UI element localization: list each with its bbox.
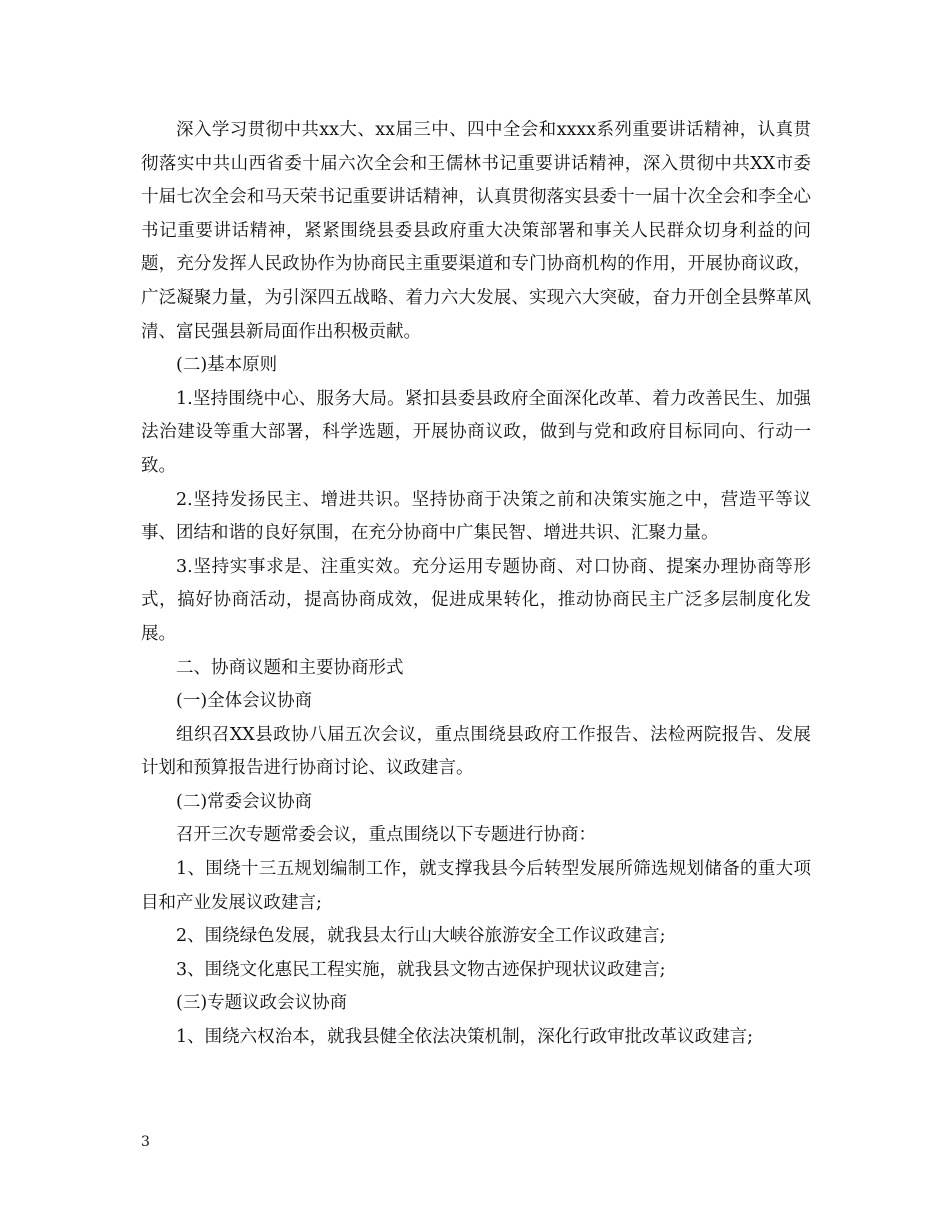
heading-special-topic-consultation: (三)专题议政会议协商 xyxy=(176,993,348,1014)
paragraph-standing-committee-intro: 召开三次专题常委会议，重点围绕以下专题进行协商： xyxy=(176,825,596,846)
principle-item-3: 3.坚持实事求是、注重实效。充分运用专题协商、对口协商、提案办理协商等形式，搞好协商活动，提高协商成效，促进成果转化，推动协商民主广泛多层制度化发展。 xyxy=(141,556,811,644)
principle-item-1: 1.坚持围绕中心、服务大局。紧扣县委县政府全面深化改革、着力改善民生、加强法治建设等重大部署，科学选题，开展协商议政，做到与党和政府目标同向、行动一致。 xyxy=(141,388,811,476)
document-body xyxy=(141,114,811,1055)
page-number: 3 xyxy=(141,1134,150,1150)
heading-plenary-consultation: (一)全体会议协商 xyxy=(176,691,313,712)
special-topic-item-1: 1、围绕六权治本，就我县健全依法决策机制，深化行政审批改革议政建言; xyxy=(176,1027,754,1048)
standing-committee-topic-2: 2、围绕绿色发展，就我县太行山大峡谷旅游安全工作议政建言; xyxy=(176,926,666,947)
heading-standing-committee-consultation: (二)常委会议协商 xyxy=(176,791,313,812)
standing-committee-topic-3: 3、围绕文化惠民工程实施，就我县文物古迹保护现状议政建言; xyxy=(176,959,666,980)
standing-committee-topic-1: 1、围绕十三五规划编制工作，就支撑我县今后转型发展所筛选规划储备的重大项目和产业发展议政建言; xyxy=(141,859,811,913)
principle-item-2: 2.坚持发扬民主、增进共识。坚持协商于决策之前和决策实施之中，营造平等议事、团结和谐的良好氛围，在充分协商中广集民智、增进共识、汇聚力量。 xyxy=(141,489,811,544)
heading-consultation-topics: 二、协商议题和主要协商形式 xyxy=(176,657,404,678)
heading-basic-principles: (二)基本原则 xyxy=(176,355,278,376)
paragraph-guiding-thought: 深入学习贯彻中共xx大、xx届三中、四中全会和xxxx系列重要讲话精神，认真贯彻落实中共山西省委十届六次全会和王儒林书记重要讲话精神，深入贯彻中共XX市委十届七次全会和马天荣书记重要讲话精神，认真贯彻落实县委十一届十次全会和李全心书记重要讲话精神，紧紧围绕县委县政府重大决策部署和事关人民群众切身利益的问题，充分发挥人民政协作为协商民主重要渠道和专门协商机构的作用，开展协商议政，广泛凝聚力量，为引深四五战略、着力六大发展、实现六大突破，奋力开创全县弊革风清、富民强县新局面作出积极贡献。 xyxy=(141,120,811,342)
paragraph-plenary-consultation: 组织召XX县政协八届五次会议，重点围绕县政府工作报告、法检两院报告、发展计划和预算报告进行协商讨论、议政建言。 xyxy=(141,724,811,779)
